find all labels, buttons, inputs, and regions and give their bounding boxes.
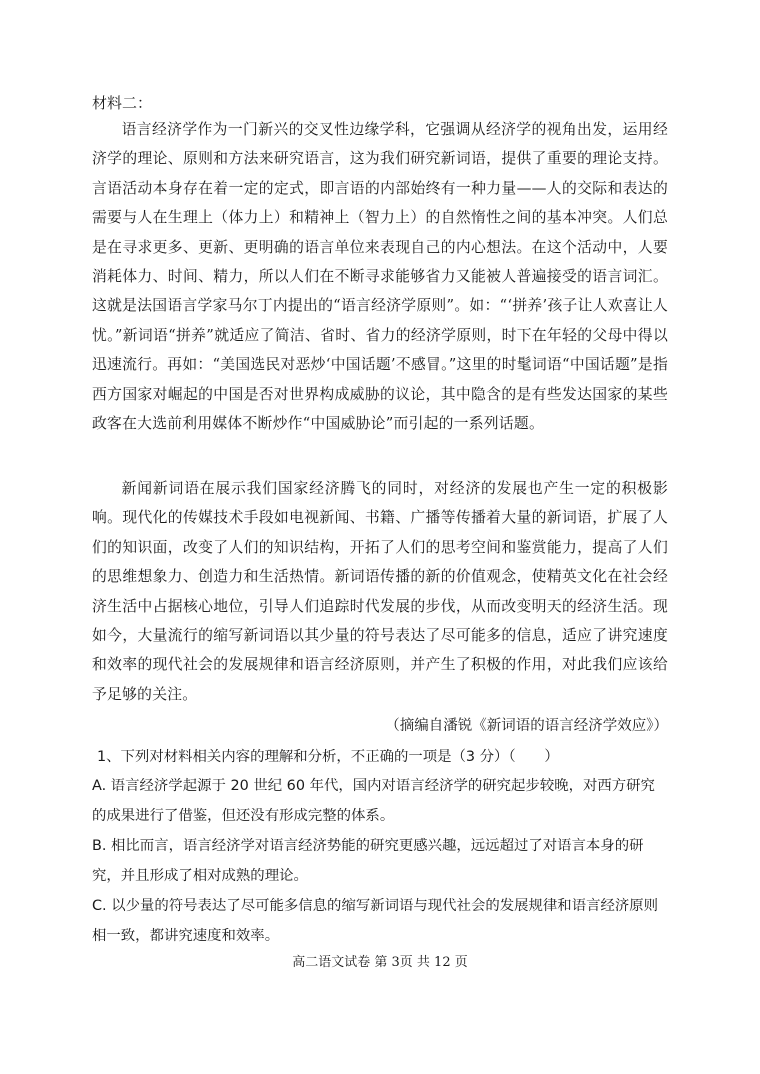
source-citation: （摘编自潘锐《新词语的语言经济学效应》） [385, 718, 668, 734]
option-c: C. 以少量的符号表达了尽可能多信息的缩写新词语与现代社会的发展规律和语言经济原则相一致，都讲究速度和效率。 [92, 898, 659, 944]
paragraph: 新闻新词语在展示我们国家经济腾飞的同时，对经济的发展也产生一定的积极影响。现代化的传媒技术手段如电视新闻、书籍、广播等传播着大量的新词语，扩展了人们的知识面，改变了人们的知识结构，开拓了人们的思考空间和鉴赏能力，提高了人们的思维想象力、创造力和生活热情。新词语传播的新的价值观念，使精英文化在社会经济生活中占据核心地位，引导人们追踪时代发展的步伐，从而改变明天的经济生活。现如今，大量流行的缩写新词语以其少量的符号表达了尽可能多的信息，适应了讲究速度和效率的现代社会的发展规律和语言经济原则，并产生了积极的作用，对此我们应该给予足够的关注。 [92, 480, 668, 703]
option-a: A. 语言经济学起源于 20 世纪 60 年代，国内对语言经济学的研究起步较晚，对西方研究的成果进行了借鉴，但还没有形成完整的体系。 [92, 778, 655, 824]
question-stem: 1、下列对材料相关内容的理解和分析，不正确的一项是（3 分）（ ） [97, 749, 559, 765]
option-b: B. 相比而言，语言经济学对语言经济势能的研究更感兴趣，远远超过了对语言本身的研究，并且形成了相对成熟的理论。 [92, 838, 644, 884]
paragraph: 语言经济学作为一门新兴的交叉性边缘学科，它强调从经济学的视角出发，运用经济学的理论、原则和方法来研究语言，这为我们研究新词语，提供了重要的理论支持。言语活动本身存在着一定的定式，即言语的内部始终有一种力量——人的交际和表达的需要与人在生理上（体力上）和精神上（智力上）的自然惰性之间的基本冲突。人们总是在寻求更多、更新、更明确的语言单位来表现自己的内心想法。在这个活动中，人要消耗体力、时间、精力，所以人们在不断寻求能够省力又能被人普遍接受的语言词汇。这就是法国语言学家马尔丁内提出的“语言经济学原则”。如：“‘拼养’孩子让人欢喜让人忧。”新词语“拼养”就适应了简洁、省时、省力的经济学原则，时下在年轻的父母中得以迅速流行。再如：“美国选民对恶炒‘中国话题’不感冒。”这里的时髦词语“中国话题”是指西方国家对崛起的中国是否对世界构成威胁的议论，其中隐含的是有些发达国家的某些政客在大选前利用媒体不断炒作“中国威胁论”而引起的一系列话题。 [92, 121, 668, 433]
page-footer: 高二语文试卷 第 3页 共 12 页 [292, 955, 468, 970]
section-label: 材料二： [92, 94, 153, 112]
